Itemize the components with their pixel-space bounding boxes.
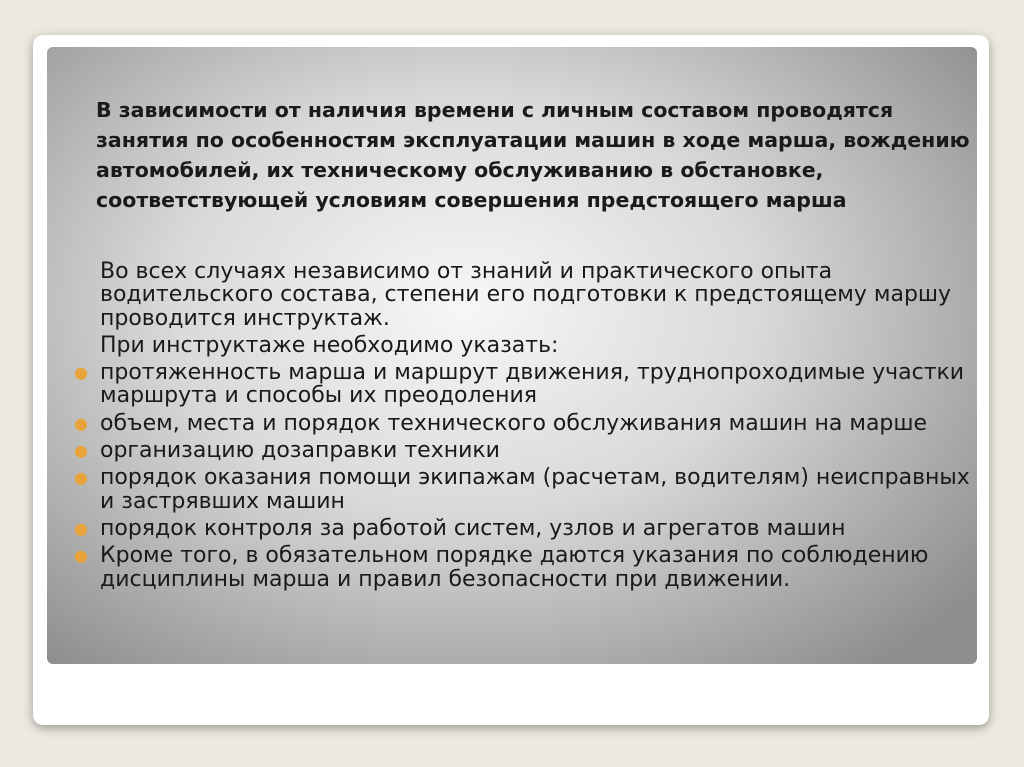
list-item (74, 438, 980, 464)
list-item-text: объем, места и порядок технического обслуживания машин на марше (100, 410, 928, 436)
bullet-dot-icon: ● (74, 363, 88, 383)
intro-paragraph: Во всех случаях независимо от знаний и практического опыта водительского состава, степени его подготовки к предстоящему маршу проводится инструктаж. (100, 259, 952, 331)
bullet-dot-icon: ● (74, 413, 88, 433)
list-item-text: порядок контроля за работой систем, узлов и агрегатов машин (100, 515, 846, 541)
bullet-dot-icon: ● (74, 468, 88, 488)
bullet-dot-icon: ● (74, 546, 88, 566)
instruction-lead-paragraph: При инструктаже необходимо указать: (100, 332, 559, 358)
bullet-dot-icon: ● (74, 518, 88, 538)
slide-title: В зависимости от наличия времени с личным составом проводятся занятия по особенностям эксплуатации машин в ходе марша, вождению автомобилей, их техническому обслуживанию в обстановке, соответствующей условиям совершения предстоящего марша (96, 98, 970, 212)
bullet-dot-icon: ● (74, 441, 88, 461)
slide-body (74, 259, 980, 595)
list-item (74, 410, 980, 436)
instruction-bullet-list (74, 360, 980, 592)
list-item (74, 515, 980, 541)
list-item (74, 360, 980, 409)
list-item-text: порядок оказания помощи экипажам (расчетам, водителям) неисправных и застрявших машин (100, 465, 970, 514)
list-item-text: организацию дозаправки техники (100, 438, 500, 464)
list-item (74, 465, 980, 514)
list-item (74, 543, 980, 592)
list-item-text: протяженность марша и маршрут движения, труднопроходимые участки маршрута и способы их преодоления (100, 360, 965, 409)
list-item-text: Кроме того, в обязательном порядке даются указания по соблюдению дисциплины марша и правил безопасности при движении. (100, 543, 929, 592)
